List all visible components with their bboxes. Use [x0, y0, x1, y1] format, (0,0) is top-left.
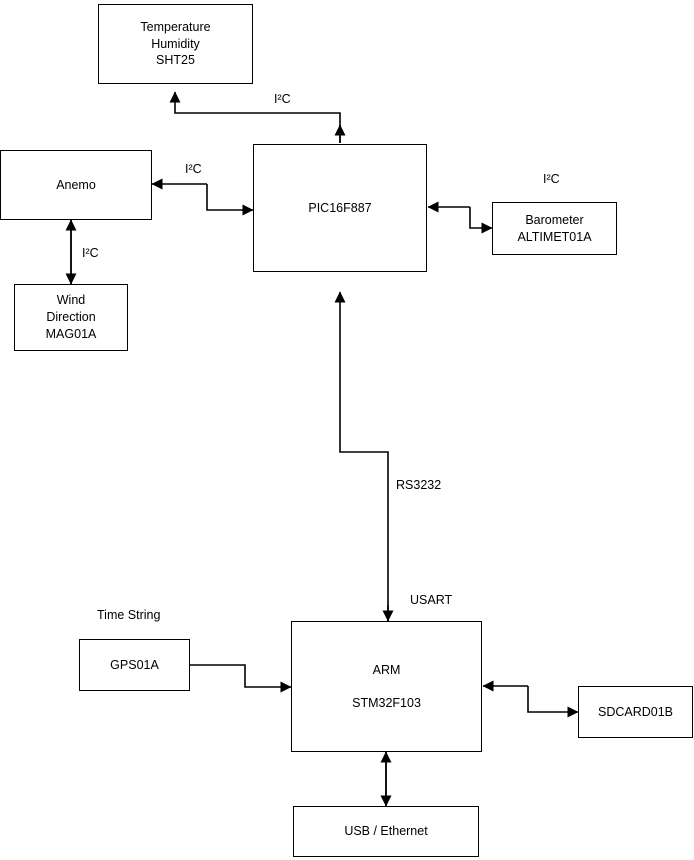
node-gps01a-label: GPS01A [110, 657, 159, 672]
wire-arm-to-sdcard [483, 686, 578, 712]
node-arm-line1: ARM [372, 662, 401, 677]
node-wind-direction-line2: Direction [46, 310, 96, 325]
node-anemo[interactable] [0, 150, 152, 220]
edge-label-i2c-barometer: I²C [543, 172, 560, 186]
wire-arm-to-pic [340, 292, 388, 621]
node-sdcard01b-label: SDCARD01B [597, 704, 674, 719]
edge-label-i2c-sht25: I²C [274, 92, 291, 106]
node-wind-direction[interactable] [14, 284, 128, 351]
node-sht25-line2: Humidity [151, 36, 200, 51]
node-wind-direction-line3: MAG01A [45, 326, 97, 341]
node-usb-ethernet[interactable] [293, 806, 479, 857]
edge-label-rs3232: RS3232 [396, 478, 442, 492]
node-pic16f887[interactable] [253, 144, 427, 272]
node-sdcard01b[interactable] [578, 686, 693, 738]
node-sht25[interactable] [98, 4, 253, 84]
node-barometer[interactable] [492, 202, 617, 255]
edge-label-usart: USART [410, 593, 453, 607]
node-wind-direction-line1: Wind [56, 293, 86, 308]
node-barometer-line2: ALTIMET01A [517, 229, 592, 244]
edge-label-i2c-anemo: I²C [185, 162, 202, 176]
edge-label-time-string: Time String [97, 608, 161, 622]
wire-gps-to-arm [190, 665, 291, 687]
node-gps01a[interactable] [79, 639, 190, 691]
node-barometer-line1: Barometer [525, 212, 584, 227]
node-pic16f887-label: PIC16F887 [308, 200, 372, 215]
wire-pic-to-sht25 [175, 92, 340, 143]
node-sht25-line3: SHT25 [156, 53, 195, 68]
edge-label-i2c-wind: I²C [82, 246, 99, 260]
node-sht25-line1: Temperature [140, 19, 211, 34]
wire-pic-to-barometer [428, 207, 492, 228]
node-usb-ethernet-label: USB / Ethernet [344, 824, 428, 839]
node-anemo-label: Anemo [56, 177, 96, 192]
wire-anemo-to-pic [152, 184, 253, 210]
node-arm-stm32f103[interactable] [291, 621, 482, 752]
node-arm-line2: STM32F103 [352, 695, 421, 710]
